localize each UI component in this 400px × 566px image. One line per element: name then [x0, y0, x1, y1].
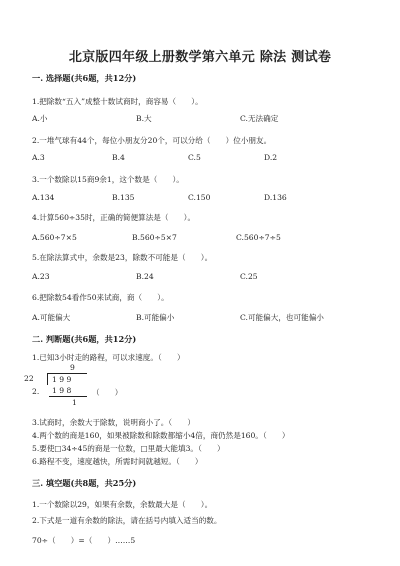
option: C.5	[188, 153, 201, 162]
option: C.560÷7÷5	[236, 233, 281, 242]
option: A.小	[32, 114, 48, 123]
question-text: 4.计算560÷35时，正确的简便算法是（ ）。	[32, 213, 196, 222]
option: B.560÷5×7	[132, 233, 177, 242]
question-text: 6.路程不变，速度越快，所需时间就越短。（ ）	[32, 457, 203, 466]
division-bar	[47, 373, 87, 374]
question-label: 2.	[32, 387, 40, 396]
option: A.560÷7×5	[32, 233, 77, 242]
question-text: 6.把除数54看作50来试商，商（ ）。	[32, 293, 169, 302]
question-text: 2.下式是一道有余数的除法，请在括号内填入适当的数。	[32, 516, 222, 525]
division-dividend: 1 9 9	[52, 375, 72, 384]
question-text: 4.两个数的商是160，如果被除数和除数都缩小4倍，商仍然是160。（ ）	[32, 431, 290, 440]
question-text: 1.一个数除以29，如果有余数，余数最大是（ ）。	[32, 500, 213, 509]
option: A.134	[32, 193, 55, 202]
option: A.可能偏大	[32, 313, 71, 322]
option: C.可能偏大，也可能偏小	[240, 313, 324, 322]
section-heading-fill-in: 三. 填空题(共8题，共25分)	[32, 478, 137, 488]
option-row	[32, 193, 382, 205]
option-row	[32, 113, 382, 125]
question-paren: （ ）	[92, 388, 123, 397]
question-text: 1.已知3小时走的路程，可以求速度。（ ）	[32, 353, 185, 362]
division-subtract-line	[49, 396, 87, 397]
question-text: 3.试商时，余数大于除数，说明商小了。（ ）	[32, 418, 195, 427]
option: D.2	[264, 153, 278, 162]
option: B.24	[136, 272, 154, 281]
option: B.4	[112, 153, 125, 162]
option: A.3	[32, 153, 45, 162]
option: B.大	[136, 114, 152, 123]
question-text: 2.一堆气球有44个，每位小朋友分20个，可以分给（ ）位小朋友。	[32, 136, 272, 145]
question-text: 5.在除法算式中，余数是23，除数不可能是（ ）。	[32, 253, 213, 262]
option: B.135	[112, 193, 135, 202]
division-divisor: 22	[24, 374, 34, 383]
section-heading-true-false: 二. 判断题(共6题，共12分)	[32, 334, 137, 344]
option: A.23	[32, 272, 50, 281]
option: C.无法确定	[240, 114, 279, 123]
option: D.136	[264, 193, 287, 202]
question-text: 1.把除数“五入”成整十数试商时，商容易（ ）。	[32, 97, 203, 106]
page-title: 北京版四年级上册数学第六单元 除法 测试卷	[68, 50, 332, 65]
fill-in-formula: 70÷（ ）=（ ）……5	[32, 536, 136, 545]
division-product: 1 9 8	[52, 386, 72, 395]
long-division-figure	[20, 360, 140, 410]
option-row	[32, 153, 382, 165]
question-text: 3.一个数除以15商9余1，这个数是（ ）。	[32, 175, 184, 184]
option: B.可能偏小	[136, 313, 175, 322]
option-row	[32, 272, 382, 284]
division-quotient: 9	[70, 363, 75, 372]
division-bracket	[47, 373, 48, 385]
question-text: 5.要使□34÷45的商是一位数，□里最大能填3。（ ）	[32, 444, 225, 453]
section-heading-multiple-choice: 一. 选择题(共6题，共12分)	[32, 73, 137, 83]
option: C.150	[188, 193, 211, 202]
option-row	[32, 312, 382, 324]
option-row	[32, 233, 382, 245]
division-remainder: 1	[72, 398, 77, 407]
option: C.25	[240, 272, 258, 281]
